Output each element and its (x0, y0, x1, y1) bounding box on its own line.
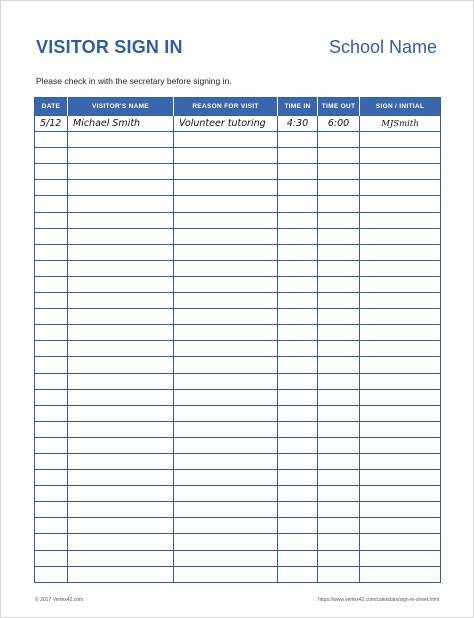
name-cell[interactable] (68, 357, 174, 373)
name-cell[interactable] (68, 244, 174, 260)
time-out-cell[interactable] (318, 132, 360, 148)
time-out-cell[interactable] (318, 164, 360, 180)
date-cell[interactable] (35, 132, 68, 148)
time-out-cell[interactable] (318, 534, 360, 550)
signature-cell[interactable] (360, 518, 441, 534)
reason-cell[interactable] (174, 486, 278, 502)
reason-cell[interactable] (174, 325, 278, 341)
reason-cell[interactable] (174, 502, 278, 518)
name-cell[interactable] (68, 566, 174, 582)
reason-cell[interactable] (174, 244, 278, 260)
table-row (35, 421, 441, 437)
time-out-cell[interactable] (318, 550, 360, 566)
instructions-text: Please check in with the secretary before signing in. (36, 76, 232, 86)
page-title: VISITOR SIGN IN (36, 37, 183, 57)
time-out-cell[interactable] (318, 212, 360, 228)
reason-cell[interactable] (174, 357, 278, 373)
school-name: School Name (328, 37, 437, 57)
name-cell[interactable] (68, 309, 174, 325)
name-cell[interactable] (68, 164, 174, 180)
table-row (35, 518, 441, 534)
name-cell[interactable] (68, 550, 174, 566)
time-out-cell[interactable] (318, 228, 360, 244)
table-row (35, 502, 441, 518)
table-row (35, 325, 441, 341)
name-cell[interactable] (68, 373, 174, 389)
date-cell[interactable] (35, 196, 68, 212)
time-out-cell[interactable] (318, 373, 360, 389)
time-in-cell[interactable] (278, 389, 318, 405)
name-cell[interactable] (68, 421, 174, 437)
time-out-cell[interactable] (318, 518, 360, 534)
date-cell[interactable] (35, 180, 68, 196)
signature-cell[interactable] (360, 341, 441, 357)
time-in-cell[interactable] (278, 550, 318, 566)
signature-cell[interactable]: MJSmith (360, 116, 441, 132)
table-row (35, 486, 441, 502)
reason-cell[interactable] (174, 405, 278, 421)
time-in-cell[interactable] (278, 502, 318, 518)
time-in-cell[interactable] (278, 132, 318, 148)
table-row (35, 244, 441, 260)
reason-cell[interactable] (174, 453, 278, 469)
name-cell[interactable] (68, 293, 174, 309)
source-url-link[interactable]: https://www.vertex42.com/calendars/sign-in-sheet.html (318, 597, 439, 603)
date-cell[interactable] (35, 437, 68, 453)
time-out-cell[interactable] (318, 325, 360, 341)
reason-cell[interactable] (174, 309, 278, 325)
date-cell[interactable] (35, 309, 68, 325)
table-row (35, 550, 441, 566)
time-in-cell[interactable]: 4:30 (278, 116, 318, 132)
table-row (35, 148, 441, 164)
time-in-cell[interactable] (278, 212, 318, 228)
signature-cell[interactable] (360, 373, 441, 389)
table-header-row (35, 98, 441, 116)
time-out-cell[interactable] (318, 180, 360, 196)
date-cell[interactable] (35, 244, 68, 260)
name-cell[interactable] (68, 228, 174, 244)
sign-in-table (34, 97, 441, 583)
date-cell[interactable] (35, 357, 68, 373)
date-cell[interactable] (35, 534, 68, 550)
time-in-cell[interactable] (278, 405, 318, 421)
time-out-cell[interactable] (318, 357, 360, 373)
time-out-cell[interactable] (318, 196, 360, 212)
time-out-cell[interactable] (318, 341, 360, 357)
signature-cell[interactable] (360, 566, 441, 582)
name-cell[interactable] (68, 276, 174, 292)
table-row (35, 212, 441, 228)
time-out-cell[interactable] (318, 244, 360, 260)
date-cell[interactable] (35, 212, 68, 228)
time-out-cell[interactable] (318, 405, 360, 421)
signature-cell[interactable] (360, 180, 441, 196)
date-cell[interactable]: 5/12 (35, 116, 68, 132)
table-row (35, 341, 441, 357)
time-in-cell[interactable] (278, 534, 318, 550)
signature-cell[interactable] (360, 212, 441, 228)
time-out-cell[interactable] (318, 293, 360, 309)
time-out-cell[interactable] (318, 437, 360, 453)
reason-cell[interactable] (174, 389, 278, 405)
date-cell[interactable] (35, 470, 68, 486)
name-cell[interactable] (68, 341, 174, 357)
time-out-cell[interactable] (318, 566, 360, 582)
table-row (35, 164, 441, 180)
time-in-cell[interactable] (278, 453, 318, 469)
date-cell[interactable] (35, 486, 68, 502)
column-header-time-out: TIME OUT (318, 98, 360, 116)
time-in-cell[interactable] (278, 309, 318, 325)
date-cell[interactable] (35, 502, 68, 518)
table-row (35, 132, 441, 148)
name-cell[interactable] (68, 132, 174, 148)
table-row (35, 357, 441, 373)
table-row (35, 196, 441, 212)
table-row (35, 373, 441, 389)
column-header-sign: SIGN / INITIAL (360, 98, 441, 116)
date-cell[interactable] (35, 228, 68, 244)
date-cell[interactable] (35, 405, 68, 421)
signature-cell[interactable] (360, 421, 441, 437)
table-row (35, 180, 441, 196)
time-out-cell[interactable] (318, 148, 360, 164)
table-row (35, 470, 441, 486)
signature-cell[interactable] (360, 228, 441, 244)
table-row (35, 116, 441, 132)
time-in-cell[interactable] (278, 180, 318, 196)
table-row (35, 309, 441, 325)
name-cell[interactable] (68, 502, 174, 518)
reason-cell[interactable] (174, 534, 278, 550)
reason-cell[interactable] (174, 518, 278, 534)
name-cell[interactable] (68, 180, 174, 196)
signature-cell[interactable] (360, 437, 441, 453)
column-header-visitor-name: VISITOR'S NAME (68, 98, 174, 116)
date-cell[interactable] (35, 389, 68, 405)
table-row (35, 534, 441, 550)
reason-cell[interactable] (174, 180, 278, 196)
column-header-date: DATE (35, 98, 68, 116)
reason-cell[interactable] (174, 196, 278, 212)
signature-cell[interactable] (360, 196, 441, 212)
signature-cell[interactable] (360, 470, 441, 486)
time-out-cell[interactable] (318, 470, 360, 486)
reason-cell[interactable] (174, 293, 278, 309)
signature-cell[interactable] (360, 164, 441, 180)
reason-cell[interactable] (174, 550, 278, 566)
time-in-cell[interactable] (278, 341, 318, 357)
time-in-cell[interactable] (278, 325, 318, 341)
table-row (35, 276, 441, 292)
time-out-cell[interactable] (318, 421, 360, 437)
time-out-cell[interactable] (318, 486, 360, 502)
table-row (35, 453, 441, 469)
date-cell[interactable] (35, 373, 68, 389)
time-in-cell[interactable] (278, 518, 318, 534)
table-row (35, 389, 441, 405)
reason-cell[interactable] (174, 164, 278, 180)
time-in-cell[interactable] (278, 566, 318, 582)
name-cell[interactable] (68, 486, 174, 502)
column-header-time-in: TIME IN (278, 98, 318, 116)
signature-cell[interactable] (360, 132, 441, 148)
time-in-cell[interactable] (278, 470, 318, 486)
date-cell[interactable] (35, 293, 68, 309)
name-cell[interactable] (68, 148, 174, 164)
time-in-cell[interactable] (278, 148, 318, 164)
reason-cell[interactable]: Volunteer tutoring (174, 116, 278, 132)
date-cell[interactable] (35, 164, 68, 180)
date-cell[interactable] (35, 325, 68, 341)
table-row (35, 293, 441, 309)
signature-cell[interactable] (360, 486, 441, 502)
signature-cell[interactable] (360, 276, 441, 292)
signature-cell[interactable] (360, 293, 441, 309)
time-out-cell[interactable]: 6:00 (318, 116, 360, 132)
signature-cell[interactable] (360, 148, 441, 164)
signature-cell[interactable] (360, 534, 441, 550)
date-cell[interactable] (35, 453, 68, 469)
name-cell[interactable] (68, 453, 174, 469)
name-cell[interactable] (68, 389, 174, 405)
reason-cell[interactable] (174, 421, 278, 437)
table-row (35, 566, 441, 582)
time-in-cell[interactable] (278, 437, 318, 453)
reason-cell[interactable] (174, 132, 278, 148)
name-cell[interactable] (68, 470, 174, 486)
date-cell[interactable] (35, 148, 68, 164)
name-cell[interactable]: Michael Smith (68, 116, 174, 132)
table-row (35, 437, 441, 453)
time-in-cell[interactable] (278, 228, 318, 244)
signature-cell[interactable] (360, 244, 441, 260)
table-row (35, 260, 441, 276)
time-in-cell[interactable] (278, 357, 318, 373)
time-in-cell[interactable] (278, 486, 318, 502)
reason-cell[interactable] (174, 470, 278, 486)
reason-cell[interactable] (174, 228, 278, 244)
reason-cell[interactable] (174, 341, 278, 357)
date-cell[interactable] (35, 518, 68, 534)
date-cell[interactable] (35, 276, 68, 292)
reason-cell[interactable] (174, 260, 278, 276)
name-cell[interactable] (68, 518, 174, 534)
signature-cell[interactable] (360, 453, 441, 469)
table-row (35, 405, 441, 421)
name-cell[interactable] (68, 325, 174, 341)
time-in-cell[interactable] (278, 276, 318, 292)
date-cell[interactable] (35, 550, 68, 566)
time-out-cell[interactable] (318, 260, 360, 276)
signature-cell[interactable] (360, 309, 441, 325)
date-cell[interactable] (35, 421, 68, 437)
time-in-cell[interactable] (278, 260, 318, 276)
signature-cell[interactable] (360, 405, 441, 421)
time-out-cell[interactable] (318, 389, 360, 405)
signature-cell[interactable] (360, 389, 441, 405)
signature-cell[interactable] (360, 502, 441, 518)
name-cell[interactable] (68, 196, 174, 212)
time-in-cell[interactable] (278, 373, 318, 389)
time-in-cell[interactable] (278, 293, 318, 309)
column-header-reason: REASON FOR VISIT (174, 98, 278, 116)
name-cell[interactable] (68, 437, 174, 453)
signature-cell[interactable] (360, 260, 441, 276)
reason-cell[interactable] (174, 276, 278, 292)
name-cell[interactable] (68, 534, 174, 550)
time-out-cell[interactable] (318, 309, 360, 325)
copyright-text: © 2017 Vertex42.com (35, 597, 84, 603)
signature-cell[interactable] (360, 550, 441, 566)
signature-cell[interactable] (360, 357, 441, 373)
time-in-cell[interactable] (278, 196, 318, 212)
name-cell[interactable] (68, 405, 174, 421)
reason-cell[interactable] (174, 373, 278, 389)
reason-cell[interactable] (174, 148, 278, 164)
signature-cell[interactable] (360, 325, 441, 341)
table-row (35, 228, 441, 244)
time-in-cell[interactable] (278, 244, 318, 260)
time-out-cell[interactable] (318, 276, 360, 292)
name-cell[interactable] (68, 260, 174, 276)
time-out-cell[interactable] (318, 502, 360, 518)
date-cell[interactable] (35, 566, 68, 582)
reason-cell[interactable] (174, 566, 278, 582)
time-out-cell[interactable] (318, 453, 360, 469)
date-cell[interactable] (35, 341, 68, 357)
reason-cell[interactable] (174, 212, 278, 228)
time-in-cell[interactable] (278, 164, 318, 180)
date-cell[interactable] (35, 260, 68, 276)
time-in-cell[interactable] (278, 421, 318, 437)
reason-cell[interactable] (174, 437, 278, 453)
name-cell[interactable] (68, 212, 174, 228)
